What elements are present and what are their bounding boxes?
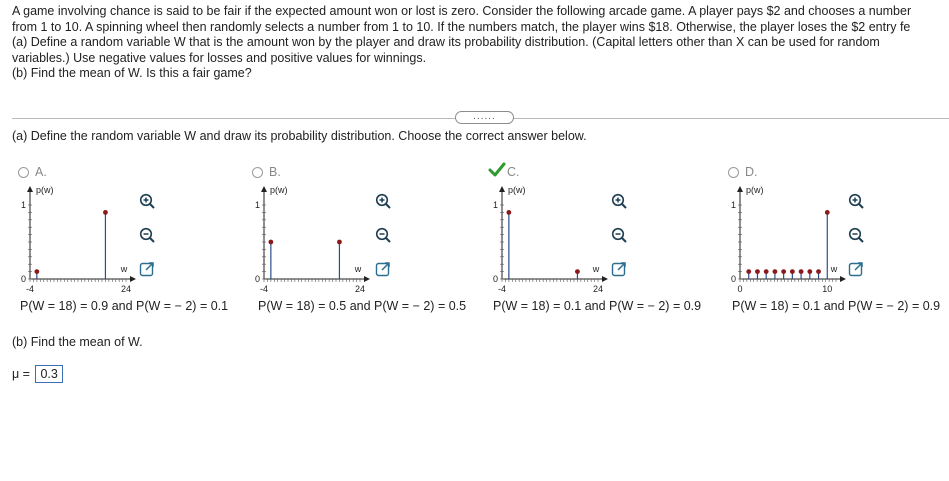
option-a-letter: A.: [35, 165, 47, 179]
option-d[interactable]: [728, 164, 949, 324]
y-axis-label: p(w): [508, 185, 526, 195]
mean-answer-row: [12, 365, 63, 383]
data-point: [790, 269, 795, 274]
option-b-radio[interactable]: [252, 167, 263, 178]
expand-icon[interactable]: [848, 261, 864, 277]
check-mark-icon: [488, 162, 506, 181]
zoom-out-icon[interactable]: [848, 227, 864, 243]
option-a-radio[interactable]: [18, 167, 29, 178]
y-tick-label: 1: [20, 200, 26, 210]
y-tick-label: 0: [20, 274, 26, 284]
option-a[interactable]: [18, 164, 248, 324]
zoom-out-icon[interactable]: [139, 227, 155, 243]
option-c-caption: P(W = 18) = 0.1 and P(W = − 2) = 0.9: [493, 299, 702, 313]
zoom-out-icon[interactable]: [611, 227, 627, 243]
data-point: [746, 269, 751, 274]
option-a-chart: [18, 184, 132, 294]
option-c-letter: C.: [507, 165, 520, 179]
data-point: [34, 269, 39, 274]
option-d-radio[interactable]: [728, 167, 739, 178]
option-b[interactable]: [252, 164, 482, 324]
zoom-in-icon[interactable]: [848, 193, 864, 209]
question-line: (b) Find the mean of W. Is this a fair game?: [12, 66, 252, 81]
option-c[interactable]: [490, 164, 720, 324]
option-c-chart: [490, 184, 604, 294]
y-axis-label: p(w): [36, 185, 54, 195]
data-point: [506, 210, 511, 215]
data-point: [799, 269, 804, 274]
x-tick-label: 24: [354, 284, 366, 294]
y-tick-label: 1: [730, 200, 736, 210]
option-b-caption: P(W = 18) = 0.5 and P(W = − 2) = 0.5: [258, 299, 467, 313]
data-point: [807, 269, 812, 274]
data-point: [755, 269, 760, 274]
option-a-caption: P(W = 18) = 0.9 and P(W = − 2) = 0.1: [20, 299, 229, 313]
data-point: [575, 269, 580, 274]
expand-icon[interactable]: [611, 261, 627, 277]
option-d-caption: P(W = 18) = 0.1 and P(W = − 2) = 0.9: [732, 299, 941, 313]
data-point: [268, 240, 273, 245]
option-b-chart: [252, 184, 366, 294]
x-tick-label: -4: [25, 284, 35, 294]
data-point: [781, 269, 786, 274]
show-more-button[interactable]: ......: [455, 111, 514, 124]
y-axis-label: p(w): [746, 185, 764, 195]
x-tick-label: 24: [120, 284, 132, 294]
x-axis-label: w: [120, 264, 128, 274]
y-tick-label: 0: [730, 274, 736, 284]
question-line: (a) Define a random variable W that is the amount won by the player and draw its probability distribution. (Capital letters other than X can be used for random: [12, 35, 880, 50]
x-axis-label: w: [354, 264, 362, 274]
option-b-letter: B.: [269, 165, 281, 179]
y-tick-label: 1: [254, 200, 260, 210]
mean-input[interactable]: 0.3: [35, 365, 62, 383]
y-axis-label: p(w): [270, 185, 288, 195]
expand-icon[interactable]: [139, 261, 155, 277]
part-a-prompt: (a) Define the random variable W and draw its probability distribution. Choose the correct answer below.: [12, 129, 587, 143]
question-text: [12, 4, 949, 82]
data-point: [773, 269, 778, 274]
data-point: [103, 210, 108, 215]
part-b-prompt: (b) Find the mean of W.: [12, 335, 143, 349]
option-d-chart: [728, 184, 838, 294]
y-tick-label: 0: [492, 274, 498, 284]
zoom-out-icon[interactable]: [375, 227, 391, 243]
expand-icon[interactable]: [375, 261, 391, 277]
zoom-in-icon[interactable]: [611, 193, 627, 209]
option-d-letter: D.: [745, 165, 758, 179]
x-tick-label: 10: [822, 284, 833, 294]
y-tick-label: 1: [492, 200, 498, 210]
x-tick-label: -4: [259, 284, 269, 294]
x-axis-label: w: [592, 264, 600, 274]
x-tick-label: 24: [592, 284, 604, 294]
x-tick-label: -4: [497, 284, 507, 294]
question-line: variables.) Use negative values for losses and positive values for winnings.: [12, 50, 427, 65]
x-axis-label: w: [830, 264, 838, 274]
data-point: [764, 269, 769, 274]
x-tick-label: 0: [737, 284, 743, 294]
y-tick-label: 0: [254, 274, 260, 284]
data-point: [816, 269, 821, 274]
question-line: A game involving chance is said to be fair if the expected amount won or lost is zero. Consider the following arcade game. A player pays $2 and chooses a number: [12, 4, 912, 18]
zoom-in-icon[interactable]: [375, 193, 391, 209]
data-point: [337, 240, 342, 245]
data-point: [825, 210, 830, 215]
zoom-in-icon[interactable]: [139, 193, 155, 209]
mu-label: μ =: [12, 367, 30, 381]
question-line: from 1 to 10. A spinning wheel then randomly selects a number from 1 to 10. If the numbers match, the player wins $18. Otherwise, the player loses the $2 entry fe: [12, 19, 911, 34]
